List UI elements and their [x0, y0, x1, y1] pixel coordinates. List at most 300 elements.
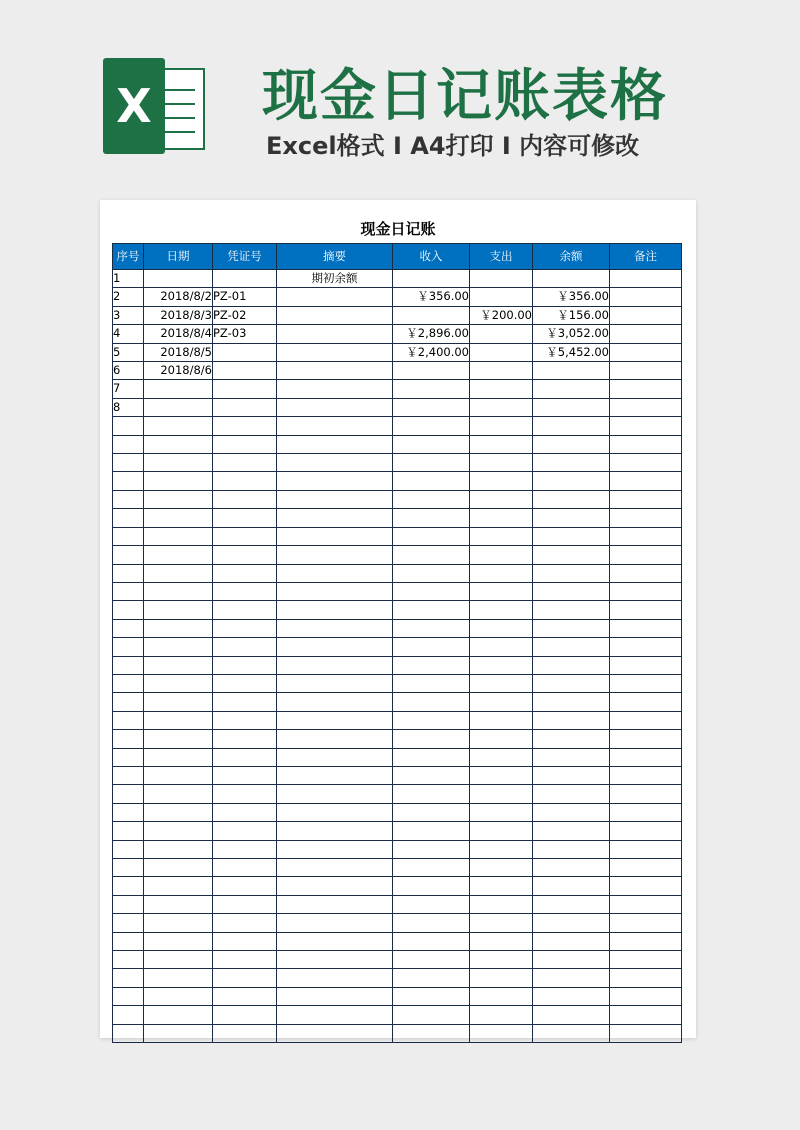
- cell-summary[interactable]: [277, 840, 393, 858]
- cell-expense[interactable]: [470, 398, 533, 416]
- cell-voucher[interactable]: [213, 546, 277, 564]
- cell-expense[interactable]: [470, 417, 533, 435]
- cell-date[interactable]: 2018/8/4: [144, 325, 213, 343]
- cell-balance[interactable]: [533, 527, 610, 545]
- cell-seq[interactable]: [113, 987, 144, 1005]
- cell-seq[interactable]: [113, 546, 144, 564]
- cell-seq[interactable]: [113, 564, 144, 582]
- cell-summary[interactable]: [277, 877, 393, 895]
- cell-date[interactable]: [144, 398, 213, 416]
- cell-summary[interactable]: [277, 472, 393, 490]
- cell-summary[interactable]: [277, 325, 393, 343]
- cell-voucher[interactable]: [213, 932, 277, 950]
- cell-voucher[interactable]: [213, 638, 277, 656]
- cell-remark[interactable]: [610, 601, 682, 619]
- cell-seq[interactable]: [113, 693, 144, 711]
- cell-date[interactable]: [144, 840, 213, 858]
- cell-expense[interactable]: [470, 582, 533, 600]
- cell-date[interactable]: [144, 932, 213, 950]
- cell-income[interactable]: [393, 270, 470, 288]
- cell-income[interactable]: [393, 803, 470, 821]
- cell-seq[interactable]: 7: [113, 380, 144, 398]
- cell-seq[interactable]: [113, 748, 144, 766]
- cell-expense[interactable]: [470, 674, 533, 692]
- cell-voucher[interactable]: [213, 601, 277, 619]
- cell-expense[interactable]: [470, 270, 533, 288]
- cell-seq[interactable]: [113, 766, 144, 784]
- cell-income[interactable]: [393, 601, 470, 619]
- cell-summary[interactable]: [277, 435, 393, 453]
- cell-seq[interactable]: [113, 417, 144, 435]
- cell-date[interactable]: [144, 527, 213, 545]
- cell-summary[interactable]: [277, 1024, 393, 1042]
- cell-balance[interactable]: [533, 398, 610, 416]
- cell-expense[interactable]: [470, 1006, 533, 1024]
- cell-income[interactable]: [393, 564, 470, 582]
- cell-expense[interactable]: [470, 766, 533, 784]
- cell-summary[interactable]: [277, 638, 393, 656]
- cell-income[interactable]: [393, 362, 470, 380]
- cell-balance[interactable]: [533, 417, 610, 435]
- cell-expense[interactable]: [470, 343, 533, 361]
- cell-voucher[interactable]: [213, 693, 277, 711]
- cell-balance[interactable]: [533, 895, 610, 913]
- cell-voucher[interactable]: [213, 766, 277, 784]
- cell-summary[interactable]: [277, 785, 393, 803]
- cell-income[interactable]: [393, 490, 470, 508]
- cell-seq[interactable]: [113, 895, 144, 913]
- cell-balance[interactable]: [533, 766, 610, 784]
- cell-balance[interactable]: [533, 270, 610, 288]
- cell-balance[interactable]: [533, 546, 610, 564]
- cell-balance[interactable]: ￥156.00: [533, 306, 610, 324]
- cell-expense[interactable]: [470, 380, 533, 398]
- cell-remark[interactable]: [610, 325, 682, 343]
- cell-income[interactable]: [393, 987, 470, 1005]
- cell-voucher[interactable]: [213, 895, 277, 913]
- cell-remark[interactable]: [610, 362, 682, 380]
- cell-remark[interactable]: [610, 398, 682, 416]
- cell-summary[interactable]: [277, 693, 393, 711]
- cell-income[interactable]: [393, 582, 470, 600]
- cell-date[interactable]: 2018/8/5: [144, 343, 213, 361]
- cell-income[interactable]: [393, 822, 470, 840]
- cell-income[interactable]: [393, 380, 470, 398]
- cell-income[interactable]: [393, 748, 470, 766]
- cell-date[interactable]: 2018/8/2: [144, 288, 213, 306]
- cell-voucher[interactable]: [213, 509, 277, 527]
- cell-remark[interactable]: [610, 490, 682, 508]
- cell-income[interactable]: [393, 932, 470, 950]
- cell-balance[interactable]: [533, 656, 610, 674]
- cell-voucher[interactable]: [213, 582, 277, 600]
- cell-balance[interactable]: [533, 693, 610, 711]
- cell-summary[interactable]: [277, 656, 393, 674]
- cell-summary[interactable]: [277, 398, 393, 416]
- cell-voucher[interactable]: [213, 803, 277, 821]
- cell-seq[interactable]: 8: [113, 398, 144, 416]
- cell-seq[interactable]: [113, 472, 144, 490]
- cell-summary[interactable]: [277, 748, 393, 766]
- cell-voucher[interactable]: [213, 472, 277, 490]
- cell-date[interactable]: [144, 435, 213, 453]
- cell-seq[interactable]: [113, 711, 144, 729]
- cell-seq[interactable]: [113, 969, 144, 987]
- cell-remark[interactable]: [610, 435, 682, 453]
- cell-expense[interactable]: [470, 619, 533, 637]
- cell-remark[interactable]: [610, 803, 682, 821]
- cell-date[interactable]: [144, 509, 213, 527]
- cell-remark[interactable]: [610, 564, 682, 582]
- cell-income[interactable]: [393, 674, 470, 692]
- cell-voucher[interactable]: [213, 859, 277, 877]
- cell-date[interactable]: [144, 454, 213, 472]
- cell-income[interactable]: [393, 527, 470, 545]
- cell-date[interactable]: [144, 564, 213, 582]
- cell-remark[interactable]: [610, 674, 682, 692]
- cell-income[interactable]: [393, 766, 470, 784]
- cell-voucher[interactable]: [213, 417, 277, 435]
- cell-seq[interactable]: [113, 582, 144, 600]
- cell-income[interactable]: [393, 417, 470, 435]
- cell-voucher[interactable]: PZ-03: [213, 325, 277, 343]
- cell-expense[interactable]: [470, 454, 533, 472]
- cell-income[interactable]: [393, 1024, 470, 1042]
- cell-seq[interactable]: [113, 840, 144, 858]
- cell-seq[interactable]: [113, 822, 144, 840]
- cell-expense[interactable]: [470, 895, 533, 913]
- cell-balance[interactable]: [533, 362, 610, 380]
- cell-income[interactable]: [393, 693, 470, 711]
- cell-voucher[interactable]: [213, 362, 277, 380]
- cell-balance[interactable]: [533, 638, 610, 656]
- cell-income[interactable]: [393, 306, 470, 324]
- cell-date[interactable]: [144, 619, 213, 637]
- cell-income[interactable]: [393, 969, 470, 987]
- cell-date[interactable]: [144, 914, 213, 932]
- cell-balance[interactable]: [533, 454, 610, 472]
- cell-date[interactable]: [144, 766, 213, 784]
- cell-seq[interactable]: [113, 490, 144, 508]
- cell-seq[interactable]: [113, 1024, 144, 1042]
- cell-seq[interactable]: [113, 674, 144, 692]
- cell-balance[interactable]: [533, 509, 610, 527]
- cell-expense[interactable]: [470, 730, 533, 748]
- cell-date[interactable]: [144, 693, 213, 711]
- cell-expense[interactable]: [470, 877, 533, 895]
- cell-seq[interactable]: 6: [113, 362, 144, 380]
- cell-balance[interactable]: [533, 822, 610, 840]
- cell-seq[interactable]: 1: [113, 270, 144, 288]
- cell-summary[interactable]: [277, 490, 393, 508]
- cell-balance[interactable]: ￥356.00: [533, 288, 610, 306]
- cell-voucher[interactable]: [213, 343, 277, 361]
- cell-voucher[interactable]: [213, 656, 277, 674]
- cell-remark[interactable]: [610, 343, 682, 361]
- cell-income[interactable]: [393, 656, 470, 674]
- cell-expense[interactable]: [470, 325, 533, 343]
- cell-date[interactable]: [144, 656, 213, 674]
- cell-expense[interactable]: [470, 490, 533, 508]
- cell-income[interactable]: ￥356.00: [393, 288, 470, 306]
- cell-seq[interactable]: [113, 454, 144, 472]
- cell-voucher[interactable]: [213, 822, 277, 840]
- cell-voucher[interactable]: [213, 454, 277, 472]
- cell-seq[interactable]: 4: [113, 325, 144, 343]
- cell-balance[interactable]: [533, 748, 610, 766]
- cell-summary[interactable]: [277, 674, 393, 692]
- cell-balance[interactable]: [533, 969, 610, 987]
- cell-expense[interactable]: [470, 987, 533, 1005]
- cell-remark[interactable]: [610, 877, 682, 895]
- cell-expense[interactable]: [470, 638, 533, 656]
- cell-summary[interactable]: [277, 859, 393, 877]
- cell-expense[interactable]: [470, 914, 533, 932]
- cell-date[interactable]: [144, 472, 213, 490]
- cell-seq[interactable]: [113, 859, 144, 877]
- cell-remark[interactable]: [610, 619, 682, 637]
- cell-date[interactable]: [144, 380, 213, 398]
- cell-summary[interactable]: [277, 1006, 393, 1024]
- cell-summary[interactable]: [277, 546, 393, 564]
- cell-date[interactable]: [144, 822, 213, 840]
- cell-balance[interactable]: [533, 1006, 610, 1024]
- cell-remark[interactable]: [610, 748, 682, 766]
- cell-expense[interactable]: [470, 472, 533, 490]
- cell-remark[interactable]: [610, 454, 682, 472]
- cell-balance[interactable]: [533, 619, 610, 637]
- cell-expense[interactable]: [470, 693, 533, 711]
- cell-summary[interactable]: [277, 601, 393, 619]
- cell-income[interactable]: [393, 840, 470, 858]
- cell-expense[interactable]: [470, 803, 533, 821]
- cell-expense[interactable]: [470, 362, 533, 380]
- cell-date[interactable]: [144, 1024, 213, 1042]
- cell-remark[interactable]: [610, 527, 682, 545]
- cell-voucher[interactable]: [213, 398, 277, 416]
- cell-balance[interactable]: [533, 380, 610, 398]
- cell-voucher[interactable]: [213, 619, 277, 637]
- cell-remark[interactable]: [610, 270, 682, 288]
- cell-date[interactable]: [144, 877, 213, 895]
- cell-seq[interactable]: [113, 914, 144, 932]
- cell-income[interactable]: [393, 951, 470, 969]
- cell-voucher[interactable]: [213, 730, 277, 748]
- cell-expense[interactable]: [470, 509, 533, 527]
- cell-summary[interactable]: [277, 932, 393, 950]
- cell-summary[interactable]: [277, 969, 393, 987]
- cell-balance[interactable]: [533, 730, 610, 748]
- cell-date[interactable]: [144, 490, 213, 508]
- cell-date[interactable]: 2018/8/3: [144, 306, 213, 324]
- cell-seq[interactable]: [113, 527, 144, 545]
- cell-seq[interactable]: [113, 803, 144, 821]
- cell-summary[interactable]: [277, 362, 393, 380]
- cell-voucher[interactable]: [213, 564, 277, 582]
- cell-balance[interactable]: [533, 951, 610, 969]
- cell-seq[interactable]: [113, 638, 144, 656]
- cell-date[interactable]: [144, 546, 213, 564]
- cell-balance[interactable]: [533, 840, 610, 858]
- cell-remark[interactable]: [610, 840, 682, 858]
- cell-remark[interactable]: [610, 638, 682, 656]
- cell-income[interactable]: [393, 730, 470, 748]
- cell-expense[interactable]: ￥200.00: [470, 306, 533, 324]
- cell-seq[interactable]: [113, 601, 144, 619]
- cell-summary[interactable]: [277, 288, 393, 306]
- cell-summary[interactable]: [277, 564, 393, 582]
- cell-date[interactable]: [144, 730, 213, 748]
- cell-balance[interactable]: [533, 803, 610, 821]
- cell-remark[interactable]: [610, 859, 682, 877]
- cell-remark[interactable]: [610, 932, 682, 950]
- cell-summary[interactable]: [277, 730, 393, 748]
- cell-date[interactable]: [144, 748, 213, 766]
- cell-expense[interactable]: [470, 711, 533, 729]
- cell-seq[interactable]: 2: [113, 288, 144, 306]
- cell-balance[interactable]: [533, 490, 610, 508]
- cell-income[interactable]: [393, 509, 470, 527]
- cell-date[interactable]: [144, 674, 213, 692]
- cell-remark[interactable]: [610, 582, 682, 600]
- cell-balance[interactable]: [533, 1024, 610, 1042]
- cell-voucher[interactable]: [213, 987, 277, 1005]
- cell-remark[interactable]: [610, 306, 682, 324]
- cell-voucher[interactable]: [213, 877, 277, 895]
- cell-income[interactable]: [393, 711, 470, 729]
- cell-expense[interactable]: [470, 656, 533, 674]
- cell-seq[interactable]: [113, 1006, 144, 1024]
- cell-income[interactable]: ￥2,896.00: [393, 325, 470, 343]
- cell-date[interactable]: [144, 270, 213, 288]
- cell-expense[interactable]: [470, 932, 533, 950]
- cell-voucher[interactable]: [213, 435, 277, 453]
- cell-income[interactable]: [393, 638, 470, 656]
- cell-remark[interactable]: [610, 1006, 682, 1024]
- cell-date[interactable]: [144, 785, 213, 803]
- cell-balance[interactable]: ￥3,052.00: [533, 325, 610, 343]
- cell-date[interactable]: [144, 582, 213, 600]
- cell-remark[interactable]: [610, 472, 682, 490]
- cell-seq[interactable]: [113, 730, 144, 748]
- cell-date[interactable]: 2018/8/6: [144, 362, 213, 380]
- cell-balance[interactable]: [533, 564, 610, 582]
- cell-remark[interactable]: [610, 380, 682, 398]
- cell-income[interactable]: [393, 914, 470, 932]
- cell-voucher[interactable]: [213, 270, 277, 288]
- cell-summary[interactable]: [277, 527, 393, 545]
- cell-expense[interactable]: [470, 969, 533, 987]
- cell-summary[interactable]: [277, 619, 393, 637]
- cell-expense[interactable]: [470, 748, 533, 766]
- cell-income[interactable]: [393, 619, 470, 637]
- cell-remark[interactable]: [610, 914, 682, 932]
- cell-voucher[interactable]: [213, 969, 277, 987]
- cell-expense[interactable]: [470, 288, 533, 306]
- cell-date[interactable]: [144, 803, 213, 821]
- cell-voucher[interactable]: PZ-01: [213, 288, 277, 306]
- cell-remark[interactable]: [610, 822, 682, 840]
- cell-balance[interactable]: [533, 859, 610, 877]
- cell-seq[interactable]: [113, 656, 144, 674]
- cell-date[interactable]: [144, 859, 213, 877]
- cell-summary[interactable]: [277, 914, 393, 932]
- cell-expense[interactable]: [470, 1024, 533, 1042]
- cell-remark[interactable]: [610, 288, 682, 306]
- cell-summary[interactable]: [277, 987, 393, 1005]
- cell-income[interactable]: [393, 398, 470, 416]
- cell-balance[interactable]: [533, 674, 610, 692]
- cell-balance[interactable]: [533, 987, 610, 1005]
- cell-voucher[interactable]: [213, 785, 277, 803]
- cell-summary[interactable]: [277, 380, 393, 398]
- cell-expense[interactable]: [470, 859, 533, 877]
- cell-summary[interactable]: [277, 454, 393, 472]
- cell-remark[interactable]: [610, 951, 682, 969]
- cell-seq[interactable]: [113, 435, 144, 453]
- cell-summary[interactable]: [277, 895, 393, 913]
- cell-expense[interactable]: [470, 601, 533, 619]
- cell-income[interactable]: ￥2,400.00: [393, 343, 470, 361]
- cell-income[interactable]: [393, 435, 470, 453]
- cell-seq[interactable]: [113, 509, 144, 527]
- cell-remark[interactable]: [610, 766, 682, 784]
- cell-summary[interactable]: [277, 343, 393, 361]
- cell-income[interactable]: [393, 454, 470, 472]
- cell-income[interactable]: [393, 785, 470, 803]
- cell-date[interactable]: [144, 987, 213, 1005]
- cell-summary[interactable]: [277, 306, 393, 324]
- cell-expense[interactable]: [470, 785, 533, 803]
- cell-seq[interactable]: [113, 877, 144, 895]
- cell-balance[interactable]: [533, 877, 610, 895]
- cell-remark[interactable]: [610, 711, 682, 729]
- cell-voucher[interactable]: [213, 380, 277, 398]
- cell-seq[interactable]: [113, 951, 144, 969]
- cell-expense[interactable]: [470, 840, 533, 858]
- cell-balance[interactable]: [533, 582, 610, 600]
- cell-remark[interactable]: [610, 509, 682, 527]
- cell-expense[interactable]: [470, 822, 533, 840]
- cell-seq[interactable]: [113, 619, 144, 637]
- cell-voucher[interactable]: [213, 951, 277, 969]
- cell-seq[interactable]: 3: [113, 306, 144, 324]
- cell-date[interactable]: [144, 711, 213, 729]
- cell-date[interactable]: [144, 1006, 213, 1024]
- cell-remark[interactable]: [610, 693, 682, 711]
- cell-voucher[interactable]: [213, 674, 277, 692]
- cell-expense[interactable]: [470, 951, 533, 969]
- cell-seq[interactable]: 5: [113, 343, 144, 361]
- cell-balance[interactable]: [533, 914, 610, 932]
- cell-balance[interactable]: ￥5,452.00: [533, 343, 610, 361]
- cell-voucher[interactable]: [213, 1006, 277, 1024]
- cell-expense[interactable]: [470, 546, 533, 564]
- cell-income[interactable]: [393, 1006, 470, 1024]
- cell-summary[interactable]: 期初余额: [277, 270, 393, 288]
- cell-voucher[interactable]: [213, 840, 277, 858]
- cell-voucher[interactable]: [213, 914, 277, 932]
- cell-summary[interactable]: [277, 803, 393, 821]
- cell-remark[interactable]: [610, 656, 682, 674]
- cell-voucher[interactable]: [213, 1024, 277, 1042]
- cell-date[interactable]: [144, 601, 213, 619]
- cell-remark[interactable]: [610, 1024, 682, 1042]
- cell-date[interactable]: [144, 638, 213, 656]
- cell-remark[interactable]: [610, 785, 682, 803]
- cell-balance[interactable]: [533, 711, 610, 729]
- cell-date[interactable]: [144, 417, 213, 435]
